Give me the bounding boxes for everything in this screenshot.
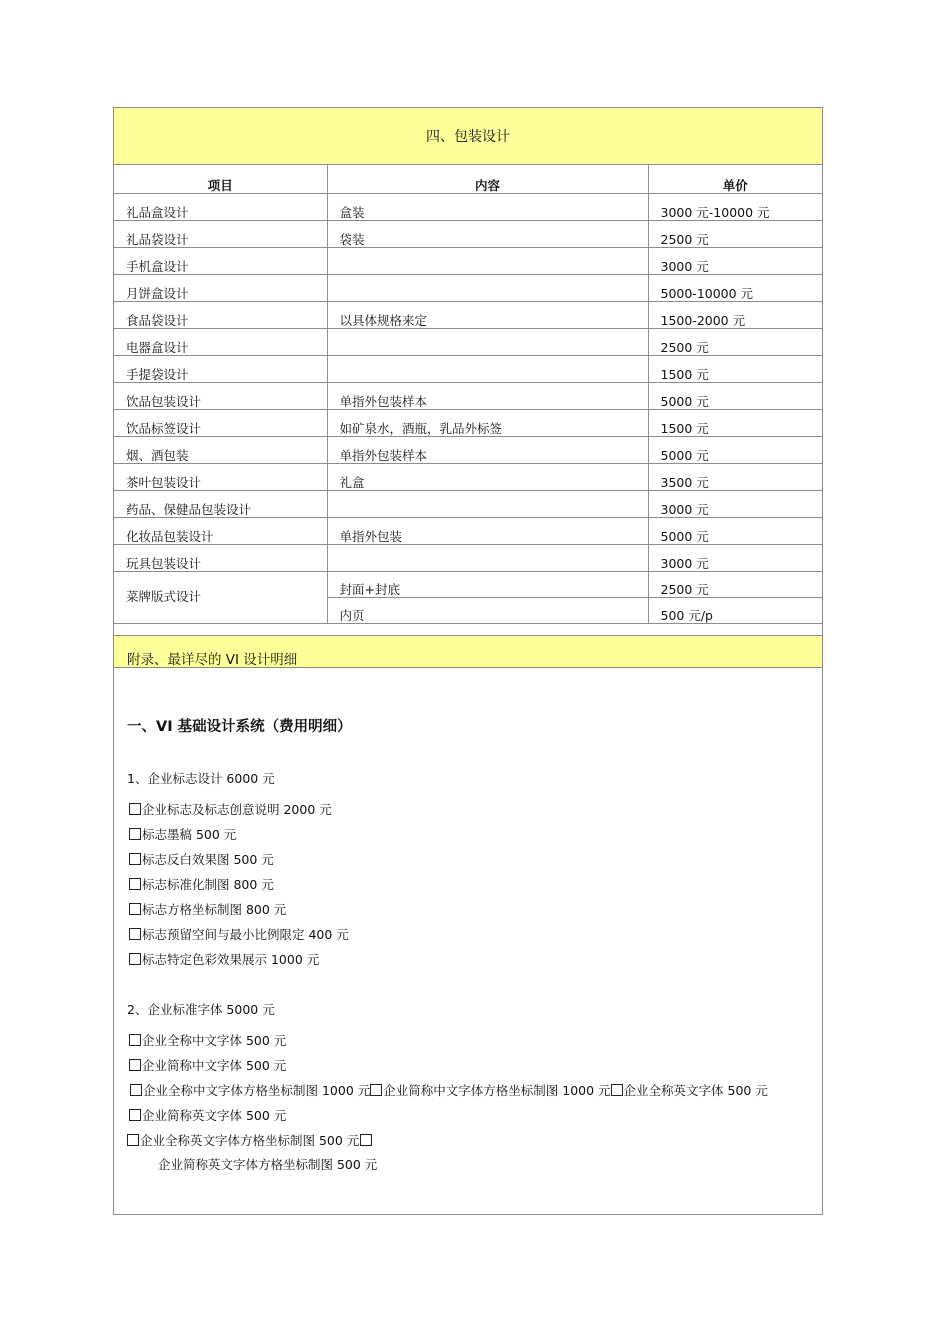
- item-cell: 饮品标签设计: [114, 409, 327, 436]
- price-cell: 1500 元: [648, 355, 822, 382]
- table-row: [114, 382, 822, 409]
- table-row: [114, 274, 822, 301]
- content-cell: 单指外包装样本: [327, 436, 648, 463]
- price-cell: 2500 元: [648, 571, 822, 597]
- price-cell: 1500 元: [648, 409, 822, 436]
- item-cell: 手机盒设计: [114, 247, 327, 274]
- appendix-title: 附录、最详尽的 VI 设计明细: [114, 635, 822, 668]
- list-item: 企业全称中文字体方格坐标制图 1000 元 企业简称中文字体方格坐标制图 1000 元 企业全称英文字体 500 元: [130, 1081, 768, 1099]
- checkbox-icon: [360, 1134, 372, 1146]
- item-cell: 手提袋设计: [114, 355, 327, 382]
- list-item: 企业标志及标志创意说明 2000 元: [129, 800, 332, 818]
- checkbox-icon: [129, 828, 141, 840]
- checkbox-icon: [129, 853, 141, 865]
- checkbox-icon: [611, 1084, 623, 1096]
- price-cell: 3000 元: [648, 490, 822, 517]
- table-row: [114, 247, 822, 274]
- list-item: 标志反白效果图 500 元: [129, 850, 274, 868]
- table-row: [114, 571, 822, 597]
- item-cell: 菜牌版式设计: [114, 571, 327, 623]
- item-cell: 饮品包装设计: [114, 382, 327, 409]
- checkbox-icon: [129, 1034, 141, 1046]
- header-content: 内容: [327, 165, 648, 193]
- list-item: 企业全称中文字体 500 元: [129, 1031, 286, 1049]
- content-cell: [327, 355, 648, 382]
- content-cell: 以具体规格来定: [327, 301, 648, 328]
- table-header-row: [114, 165, 822, 193]
- content-cell: [327, 274, 648, 301]
- table-row: [114, 328, 822, 355]
- checkbox-icon: [129, 1109, 141, 1121]
- price-cell: 500 元/p: [648, 597, 822, 623]
- checkbox-icon: [127, 1134, 139, 1146]
- checkbox-icon: [129, 878, 141, 890]
- table-row: [114, 517, 822, 544]
- table-row: [114, 490, 822, 517]
- table-row: [114, 463, 822, 490]
- item-cell: 礼品袋设计: [114, 220, 327, 247]
- content-cell: 盒装: [327, 193, 648, 220]
- checkbox-icon: [129, 1059, 141, 1071]
- item-cell: 化妆品包装设计: [114, 517, 327, 544]
- logo-heading: 1、企业标志设计 6000 元: [127, 771, 275, 786]
- header-item: 项目: [114, 165, 327, 193]
- content-cell: 内页: [327, 597, 648, 623]
- table-row: [114, 436, 822, 463]
- content-cell: 如矿泉水，酒瓶，乳品外标签: [327, 409, 648, 436]
- price-cell: 5000 元: [648, 517, 822, 544]
- content-cell: 单指外包装: [327, 517, 648, 544]
- packaging-title: 四、包装设计: [114, 108, 822, 165]
- content-cell: 袋装: [327, 220, 648, 247]
- list-item: 企业全称英文字体方格坐标制图 500 元: [127, 1131, 373, 1149]
- content-cell: 封面+封底: [327, 571, 648, 597]
- list-item: 标志标准化制图 800 元: [129, 875, 274, 893]
- item-cell: 茶叶包装设计: [114, 463, 327, 490]
- list-item: 标志墨稿 500 元: [129, 825, 236, 843]
- content-cell: [327, 328, 648, 355]
- checkbox-icon: [129, 953, 141, 965]
- checkbox-icon: [130, 1084, 142, 1096]
- font-heading: 2、企业标准字体 5000 元: [127, 1002, 275, 1017]
- document-frame: [113, 107, 823, 1215]
- packaging-price-table: [114, 165, 822, 624]
- price-cell: 3000 元-10000 元: [648, 193, 822, 220]
- content-cell: [327, 490, 648, 517]
- header-price: 单价: [648, 165, 822, 193]
- list-item: 企业简称英文字体 500 元: [129, 1106, 286, 1124]
- content-cell: 单指外包装样本: [327, 382, 648, 409]
- price-cell: 2500 元: [648, 220, 822, 247]
- price-cell: 5000 元: [648, 382, 822, 409]
- price-cell: 1500-2000 元: [648, 301, 822, 328]
- checkbox-icon: [370, 1084, 382, 1096]
- price-cell: 2500 元: [648, 328, 822, 355]
- item-cell: 月饼盒设计: [114, 274, 327, 301]
- list-item: 标志特定色彩效果展示 1000 元: [129, 950, 319, 968]
- list-item: 企业简称中文字体 500 元: [129, 1056, 286, 1074]
- checkbox-icon: [129, 803, 141, 815]
- section-title: 一、VI 基础设计系统（费用明细）: [127, 719, 352, 735]
- content-cell: [327, 544, 648, 571]
- checkbox-icon: [129, 903, 141, 915]
- item-cell: 玩具包装设计: [114, 544, 327, 571]
- item-cell: 烟、酒包装: [114, 436, 327, 463]
- item-cell: 食品袋设计: [114, 301, 327, 328]
- price-cell: 3000 元: [648, 247, 822, 274]
- table-row: [114, 544, 822, 571]
- checkbox-icon: [129, 928, 141, 940]
- list-item: 企业简称英文字体方格坐标制图 500 元: [158, 1157, 378, 1172]
- price-cell: 5000 元: [648, 436, 822, 463]
- table-row: [114, 220, 822, 247]
- price-cell: 3500 元: [648, 463, 822, 490]
- table-row: [114, 409, 822, 436]
- content-cell: 礼盒: [327, 463, 648, 490]
- item-cell: 礼品盒设计: [114, 193, 327, 220]
- item-cell: 电器盒设计: [114, 328, 327, 355]
- table-row: [114, 193, 822, 220]
- content-cell: [327, 247, 648, 274]
- item-cell: 药品、保健品包装设计: [114, 490, 327, 517]
- list-item: 标志方格坐标制图 800 元: [129, 900, 286, 918]
- table-row: [114, 355, 822, 382]
- price-cell: 5000-10000 元: [648, 274, 822, 301]
- table-row: [114, 301, 822, 328]
- list-item: 标志预留空间与最小比例限定 400 元: [129, 925, 349, 943]
- price-cell: 3000 元: [648, 544, 822, 571]
